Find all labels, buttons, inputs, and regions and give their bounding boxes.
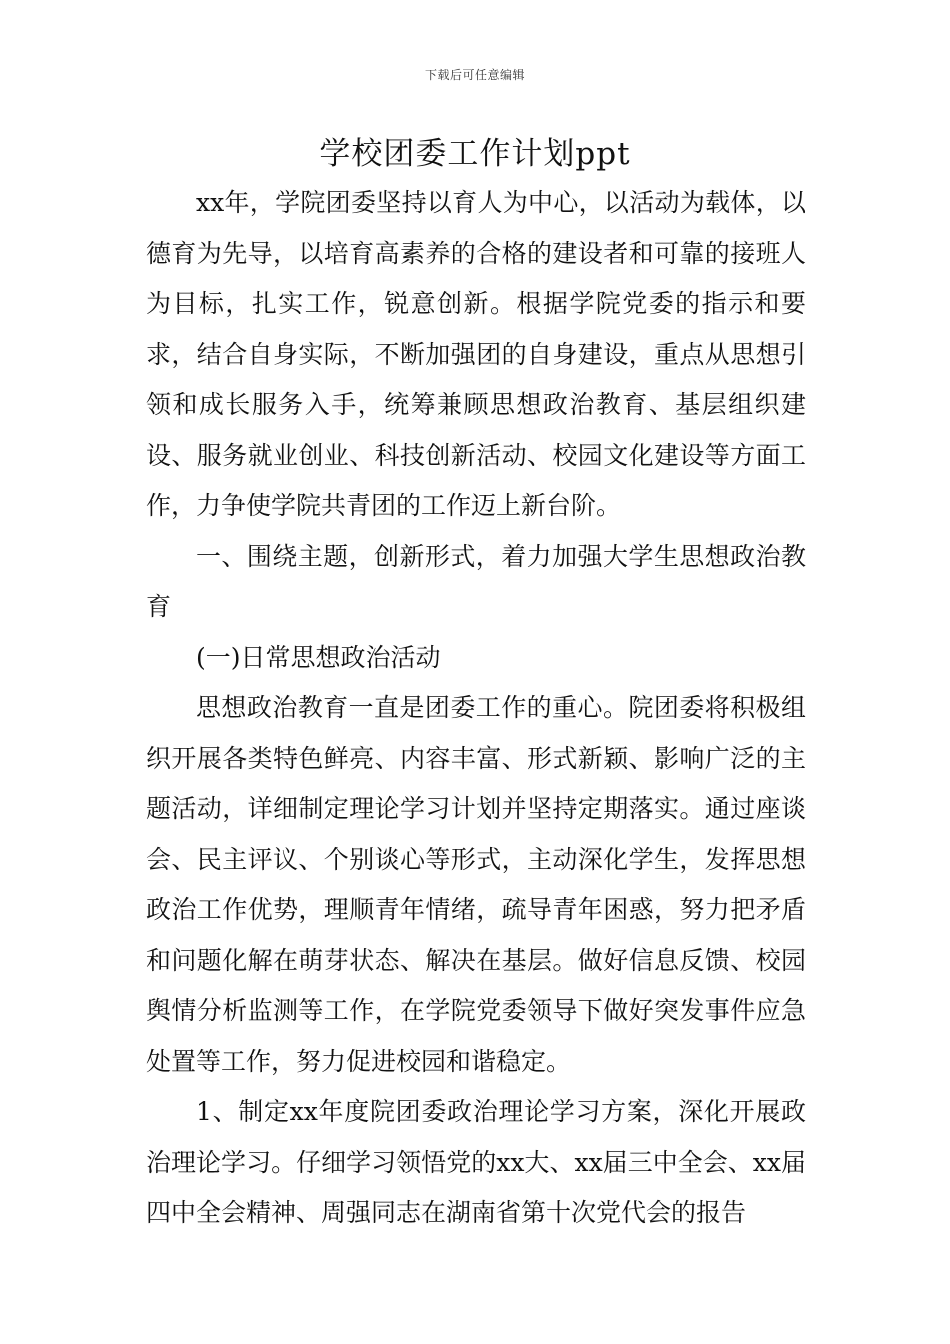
document-title: 学校团委工作计划ppt	[319, 136, 631, 172]
header-note: 下载后可任意编辑	[424, 68, 525, 82]
paragraph-intro: xx年，学院团委坚持以育人为中心，以活动为载体，以德育为先导，以培育高素养的合格的建设者和可靠的接班人为目标，扎实工作，锐意创新。根据学院党委的指示和要求，结合自身实际，不断加强团的自身建设，重点从思想引领和成长服务入手，统筹兼顾思想政治教育、基层组织建设、服务就业创业、科技创新活动、校园文化建设等方面工作，力争使学院共青团的工作迈上新台阶。	[146, 188, 806, 520]
paragraph-body-1: 思想政治教育一直是团委工作的重心。院团委将积极组织开展各类特色鲜亮、内容丰富、形式新颖、影响广泛的主题活动，详细制定理论学习计划并坚持定期落实。通过座谈会、民主评议、个别谈心等形式，主动深化学生，发挥思想政治工作优势，理顺青年情绪，疏导青年困惑，努力把矛盾和问题化解在萌芽状态、解决在基层。做好信息反馈、校园舆情分析监测等工作，在学院党委领导下做好突发事件应急处置等工作，努力促进校园和谐稳定。	[146, 693, 806, 1076]
paragraph-item-1: 1、制定xx年度院团委政治理论学习方案，深化开展政治理论学习。仔细学习领悟党的xx大、xx届三中全会、xx届四中全会精神、周强同志在湖南省第十次党代会的报告	[146, 1097, 806, 1227]
paragraph-section-heading-1: 一、围绕主题，创新形式，着力加强大学生思想政治教育	[146, 541, 806, 621]
document-body	[146, 178, 806, 1239]
paragraph-subsection-heading-1: (一)日常思想政治活动	[196, 642, 441, 672]
